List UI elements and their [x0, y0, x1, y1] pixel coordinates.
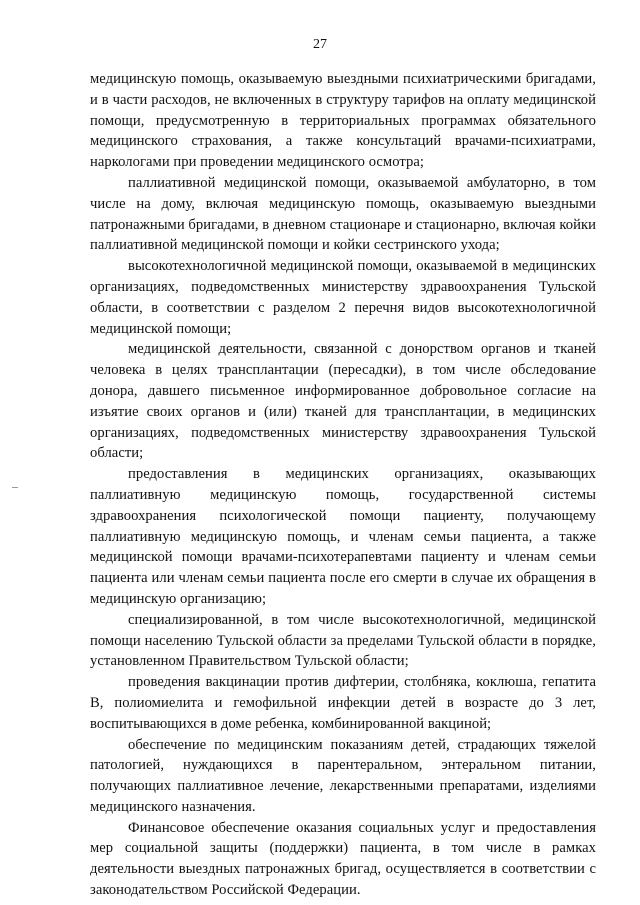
document-body: [90, 69, 596, 901]
margin-mark: [12, 487, 18, 488]
paragraph-children-nutrition: обеспечение по медицинским показаниям детей, страдающих тяжелой патологией, нуждающихся в парентеральном, энтеральном питании, получающих паллиативное лечение, лекарственными препаратами, изделиями медицинского назначения.: [90, 736, 596, 815]
paragraph-organ-donation: медицинской деятельности, связанной с донорством органов и тканей человека в целях трансплантации (пересадки), в том числе обследование донора, давшего письменное информированное добровольное согласие на изъятие своих органов и (или) тканей для трансплантации, в медицинских организациях, подведомственных министерству здравоохранения Тульской области;: [90, 341, 596, 462]
paragraph-psychiatric-brigades: медицинскую помощь, оказываемую выездными психиатрическими бригадами, и в части расходов, не включенных в структуру тарифов на оплату медицинской помощи, предусмотренную в территориальных программах обязательного медицинского страхования, а также консультаций врачами-психиатрами, наркологами при проведении медицинского осмотра;: [90, 71, 596, 171]
page-number: 27: [313, 37, 327, 52]
paragraph-high-tech-care: высокотехнологичной медицинской помощи, оказываемой в медицинских организациях, подведомственных министерству здравоохранения Тульской области, в соответствии с разделом 2 перечня видов высокотехнологичной медицинской помощи;: [90, 258, 596, 337]
paragraph-psychological-help: предоставления в медицинских организациях, оказывающих паллиативную медицинскую помощь, государственной системы здравоохранения психологической помощи пациенту, получающему паллиативную медицинскую помощь, и членам семьи пациента, а также медицинской помощи врачами-психотерапевтами пациенту и членам семьи пациента или членам семьи пациента после его смерти в случае их обращения в медицинскую организацию;: [90, 466, 596, 607]
paragraph-care-outside-region: специализированной, в том числе высокотехнологичной, медицинской помощи населению Тульской области за пределами Тульской области в порядке, установленном Правительством Тульской области;: [90, 611, 596, 670]
paragraph-palliative-care: паллиативной медицинской помощи, оказываемой амбулаторно, в том числе на дому, включая медицинскую помощь, оказываемую выездными патронажными бригадами, в дневном стационаре и стационарно, включая койки паллиативной медицинской помощи и койки сестринского ухода;: [90, 174, 596, 254]
paragraph-social-services-funding: Финансовое обеспечение оказания социальных услуг и предоставления мер социальной защиты (поддержки) пациента, в том числе в рамках деятельности выездных патронажных бригад, осуществляется в соответствии с законодательством Российской Федерации.: [90, 819, 596, 899]
paragraph-vaccination: проведения вакцинации против дифтерии, столбняка, коклюша, гепатита В, полиомиелита и гемофильной инфекции детей в возрасте до 3 лет, воспитывающихся в доме ребенка, комбинированной вакциной;: [90, 674, 596, 732]
